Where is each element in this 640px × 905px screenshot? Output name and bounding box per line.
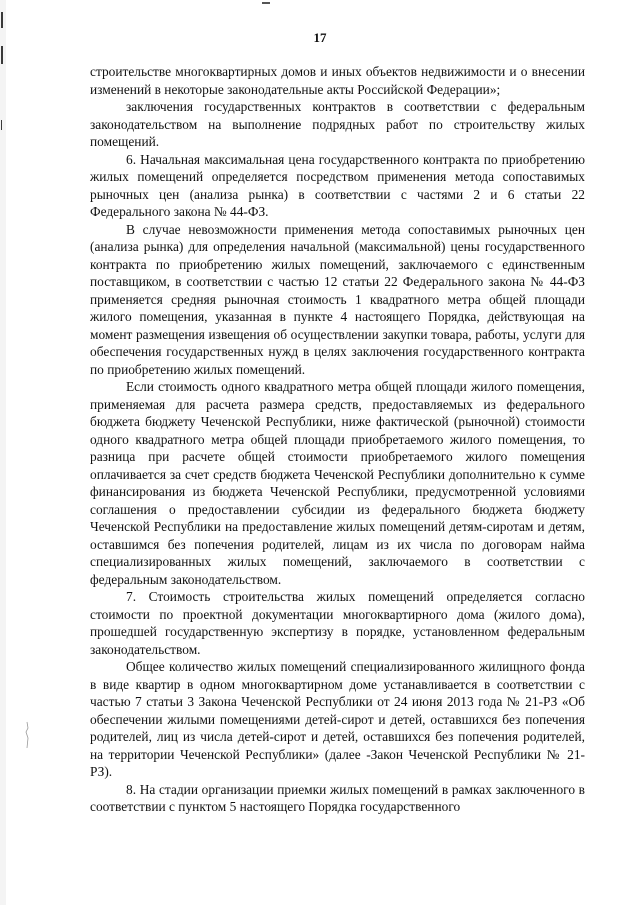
- paragraph: В случае невозможности применения метода сопоставимых рыночных цен (анализа рынка) для определения начальной (максимальной) цены государственного контракта по приобретению жилых помещений, заключаемого с единственным поставщиком, в соответствии с частью 12 статьи 22 Федерального закона № 44-ФЗ применяется средняя рыночная стоимость 1 квадратного метра общей площади жилого помещения, указанная в пункте 4 настоящего Порядка, действующая на момент размещения извещения об осуществлении закупки товара, работы, услуги для обеспечения государственных нужд в целях заключения государственного контракта по приобретению жилых помещений.: [90, 221, 585, 377]
- paragraph: 6. Начальная максимальная цена государственного контракта по приобретению жилых помещений определяется посредством применения метода сопоставимых рыночных цен (анализа рынка) в соответствии с частями 2 и 6 статьи 22 Федерального закона № 44-ФЗ.: [90, 151, 585, 219]
- margin-mark: [22, 720, 32, 750]
- paragraph: 7. Стоимость строительства жилых помещений определяется согласно стоимости по проектной документации многоквартирного дома (жилого дома), прошедшей государственную экспертизу в порядке, установленном федеральным законодательством.: [90, 589, 585, 657]
- scan-artifact: [1, 12, 3, 28]
- scan-artifact: [1, 120, 2, 130]
- paragraph: 8. На стадии организации приемки жилых помещений в рамках заключенного в соответствии с пунктом 5 настоящего Порядка государственного: [90, 781, 585, 814]
- paragraph: Если стоимость одного квадратного метра общей площади жилого помещения, применяемая для расчета размера средств, предоставляемых из федерального бюджета бюджету Чеченской Республики, ниже фактической (рыночной) стоимости одного квадратного метра общей площади приобретаемого жилого помещения, то разница при расчете общей стоимости приобретаемого жилого помещения оплачивается за счет средств бюджета Чеченской Республики дополнительно к сумме финансирования из бюджета Чеченской Республики, предусмотренной условиями соглашения о предоставлении субсидии из федерального бюджета бюджету Чеченской Республики на предоставление жилых помещений детям-сиротам и детям, оставшимся без попечения родителей, лицам из их числа по договорам найма специализированных жилых помещений, заключаемого в соответствии с федеральным законодательством.: [90, 379, 585, 587]
- scan-artifact: [1, 46, 3, 64]
- paragraph: Общее количество жилых помещений специализированного жилищного фонда в виде квартир в одном многоквартирном доме устанавливается в соответствии с частью 7 статьи 3 Закона Чеченской Республики от 24 июня 2013 года № 21-РЗ «Об обеспечении жилыми помещениями детей-сирот и детей, оставшихся без попечения родителей, лиц из числа детей-сирот и детей, оставшихся без попечения родителей, на территории Чеченской Республики» (далее -Закон Чеченской Республики № 21-РЗ).: [90, 659, 585, 779]
- page-number: 17: [313, 30, 327, 45]
- scan-artifact: [262, 2, 270, 4]
- document-body: [90, 63, 585, 816]
- paragraph: строительстве многоквартирных домов и иных объектов недвижимости и о внесении изменений в некоторые законодательные акты Российской Федерации»;: [90, 64, 585, 97]
- scan-left-edge: [0, 0, 6, 905]
- paragraph: заключения государственных контрактов в соответствии с федеральным законодательством на выполнение подрядных работ по строительству жилых помещений.: [90, 99, 585, 149]
